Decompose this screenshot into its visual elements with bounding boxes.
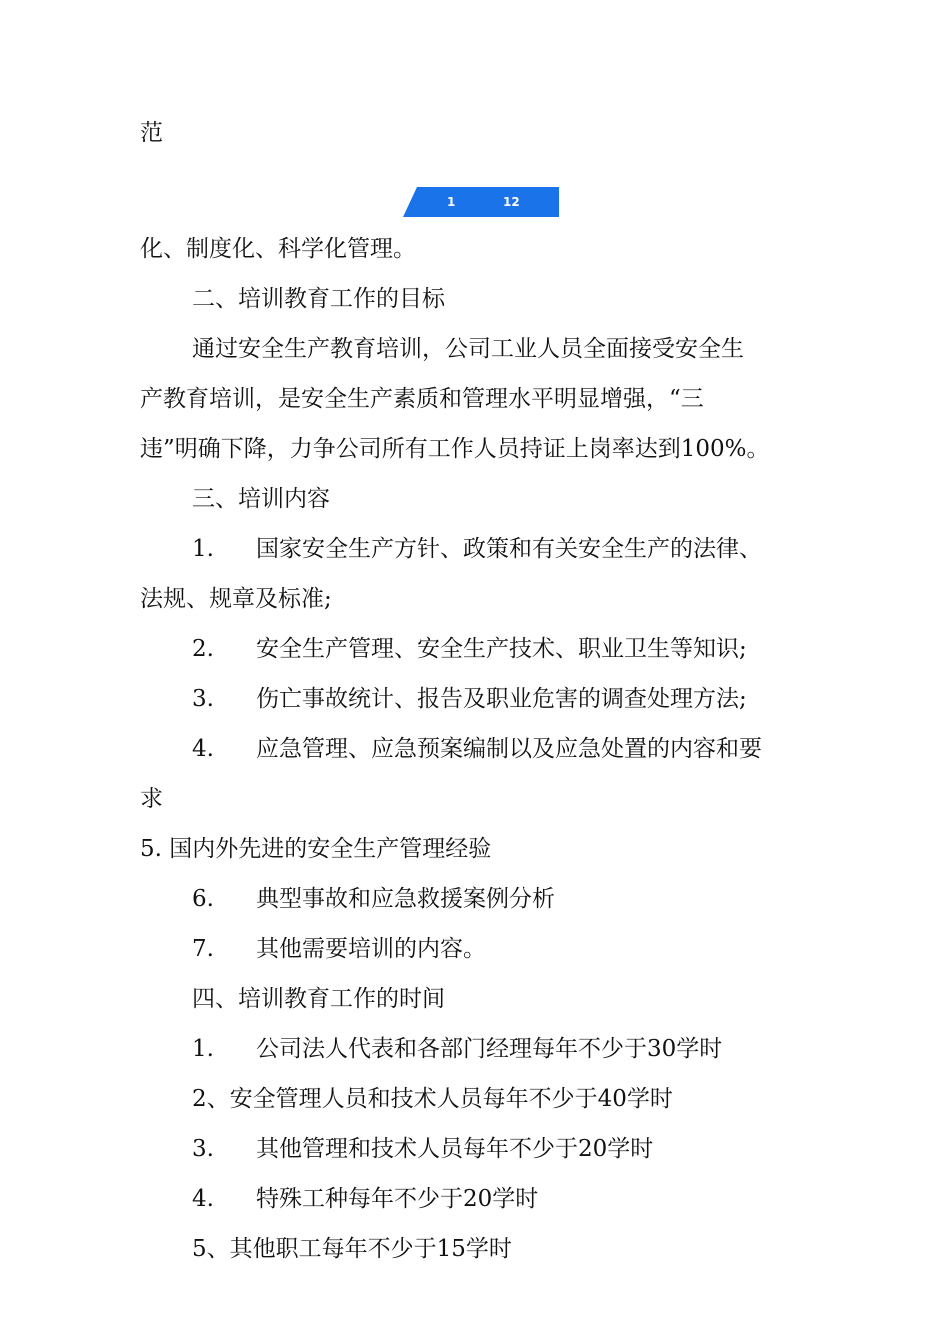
list-item-continuation: 求 bbox=[140, 786, 163, 812]
list-item-text: 典型事故和应急救援案例分析 bbox=[256, 886, 555, 912]
list-item: 2、安全管理人员和技术人员每年不少于40学时 bbox=[192, 1086, 673, 1112]
list-item-text: 应急管理、应急预案编制以及应急处置的内容和要 bbox=[256, 736, 762, 762]
list-item-text: 特殊工种每年不少于20学时 bbox=[256, 1186, 539, 1212]
list-item-text: 安全生产管理、安全生产技术、职业卫生等知识; bbox=[256, 636, 747, 662]
page-number-badge bbox=[403, 187, 559, 217]
list-item-number: 4. bbox=[192, 736, 214, 762]
list-item bbox=[192, 1034, 722, 1064]
page-badge-left: 1 bbox=[447, 195, 456, 209]
list-item-continuation: 法规、规章及标准; bbox=[140, 586, 332, 612]
list-item-number: 1. bbox=[192, 1036, 214, 1062]
list-item bbox=[192, 1134, 653, 1164]
list-item bbox=[192, 934, 486, 964]
list-item-number: 4. bbox=[192, 1186, 214, 1212]
list-item bbox=[192, 534, 762, 564]
list-item-text: 其他需要培训的内容。 bbox=[256, 936, 486, 962]
paragraph-line: 通过安全生产教育培训，公司工业人员全面接受安全生 bbox=[192, 336, 744, 362]
list-item bbox=[192, 684, 747, 714]
paragraph-line: 化、制度化、科学化管理。 bbox=[140, 236, 416, 262]
page-badge-shape bbox=[403, 187, 559, 217]
list-item-number: 1. bbox=[192, 536, 214, 562]
list-item: 5、其他职工每年不少于15学时 bbox=[192, 1236, 512, 1262]
list-item-number: 3. bbox=[192, 686, 214, 712]
list-item bbox=[192, 734, 762, 764]
paragraph-line: 违”明确下降，力争公司所有工作人员持证上岗率达到100%。 bbox=[140, 436, 770, 462]
section-heading-goal: 二、培训教育工作的目标 bbox=[192, 286, 445, 312]
list-item-number: 7. bbox=[192, 936, 214, 962]
list-item-number: 6. bbox=[192, 886, 214, 912]
section-heading-time: 四、培训教育工作的时间 bbox=[192, 986, 445, 1012]
list-item bbox=[192, 884, 555, 914]
paragraph-line: 产教育培训，是安全生产素质和管理水平明显增强，“三 bbox=[140, 386, 704, 412]
list-item-text: 公司法人代表和各部门经理每年不少于30学时 bbox=[256, 1036, 723, 1062]
top-fragment: 范 bbox=[140, 120, 163, 146]
list-item-text: 其他管理和技术人员每年不少于20学时 bbox=[256, 1136, 654, 1162]
list-item-text: 国家安全生产方针、政策和有关安全生产的法律、 bbox=[256, 536, 762, 562]
list-item-text: 伤亡事故统计、报告及职业危害的调查处理方法; bbox=[256, 686, 747, 712]
list-item bbox=[192, 1184, 538, 1214]
list-item: 5. 国内外先进的安全生产管理经验 bbox=[140, 836, 492, 862]
list-item bbox=[192, 634, 747, 664]
list-item-number: 3. bbox=[192, 1136, 214, 1162]
list-item-number: 2. bbox=[192, 636, 214, 662]
page-badge-right: 12 bbox=[503, 195, 520, 209]
section-heading-content: 三、培训内容 bbox=[192, 486, 330, 512]
